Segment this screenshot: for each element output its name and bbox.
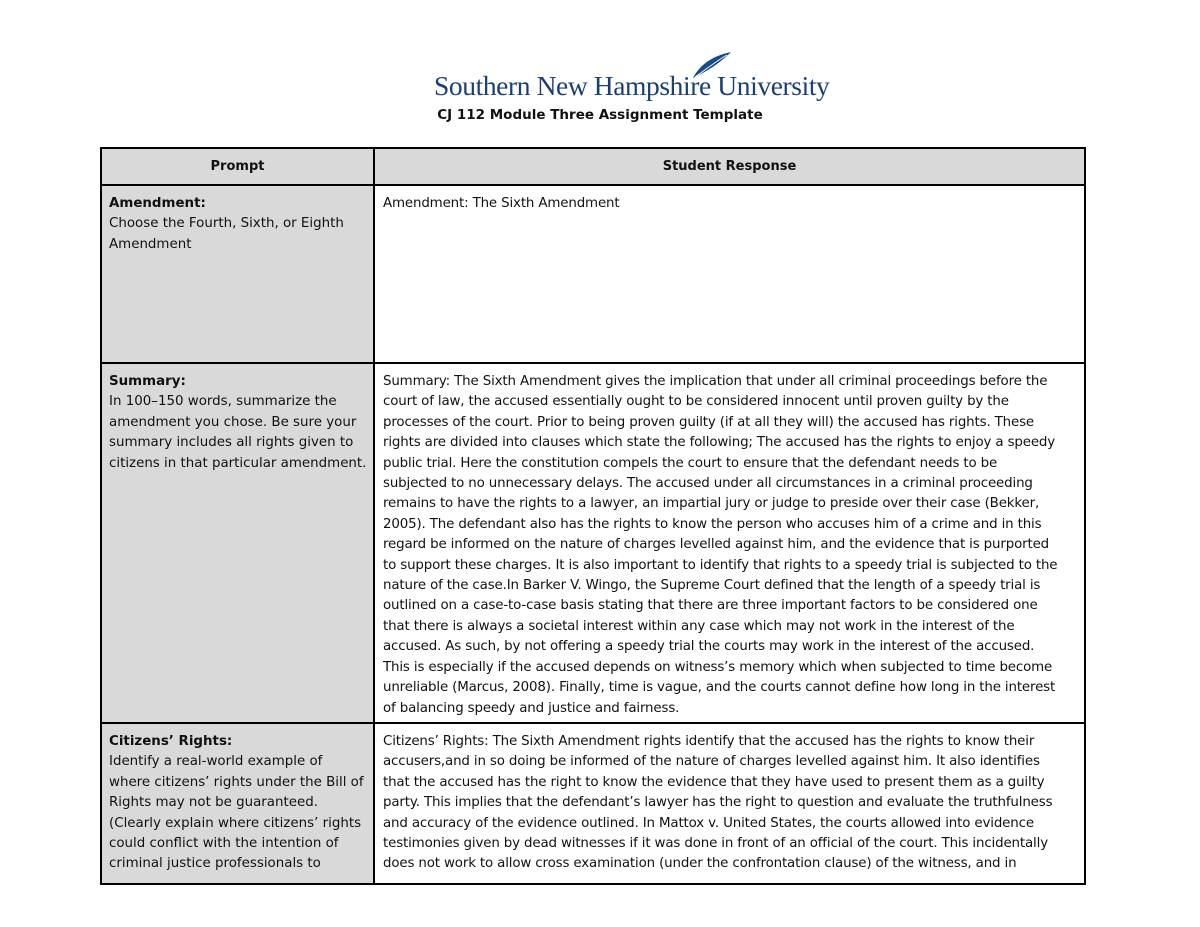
prompt-text <box>102 364 373 474</box>
table-row-amendment <box>101 185 1085 363</box>
response-line: does not work to allow cross examination (under the confrontation clause) of the witness, and in <box>383 856 1017 872</box>
table-row-summary <box>101 363 1085 723</box>
response-line: that there is always a societal interest within any case which may not work in the interest of the <box>383 618 1015 634</box>
response-line: outlined on a case-to-case basis stating that there are three important factors to be considered one <box>383 598 1038 614</box>
column-header-response: Student Response <box>374 148 1085 185</box>
prompt-line: criminal justice professionals to <box>109 856 321 872</box>
response-line: This is especially if the accused depends on witness’s memory which when subjected to time become <box>383 659 1053 675</box>
response-line: and accuracy of the evidence outlined. In Mattox v. United States, the courts allowed into evidence <box>383 815 1034 831</box>
response-text <box>375 724 1084 875</box>
prompt-text <box>102 186 373 255</box>
response-line: of balancing speedy and justice and fairness. <box>383 700 680 716</box>
assignment-table <box>100 147 1086 885</box>
prompt-cell <box>101 185 374 363</box>
prompt-line: (Clearly explain where citizens’ rights <box>109 815 362 831</box>
table-row-citizens-rights <box>101 723 1085 884</box>
response-line: accused. As such, by not offering a speedy trial the courts may work in the interest of the accused. <box>383 639 1035 655</box>
document-title: CJ 112 Module Three Assignment Template <box>437 107 763 123</box>
prompt-line: Rights may not be guaranteed. <box>109 795 318 811</box>
response-line: regard be informed on the nature of charges levelled against him, and the evidence that is purported <box>383 537 1050 553</box>
response-text <box>375 186 1084 214</box>
response-line: to support these charges. It is also important to identify that rights to a speedy trial is subjected to the <box>383 557 1058 573</box>
prompt-line: Amendment <box>109 236 192 252</box>
prompt-line: Choose the Fourth, Sixth, or Eighth <box>109 216 344 232</box>
response-line: nature of the case.In Barker V. Wingo, the Supreme Court defined that the length of a speedy trial is <box>383 578 1041 594</box>
prompt-line: could conflict with the intention of <box>109 836 339 852</box>
prompt-text <box>102 724 373 875</box>
response-line: testimonies given by dead witnesses if it was done in front of an official of the court. This incidentally <box>383 836 1048 852</box>
response-line: remains to have the rights to a lawyer, an impartial jury or judge to preside over their case (Bekker, <box>383 496 1040 512</box>
response-cell <box>374 185 1085 363</box>
prompt-line: summary includes all rights given to <box>109 435 354 451</box>
response-line: Summary: The Sixth Amendment gives the implication that under all criminal proceedings before the <box>383 374 1048 389</box>
prompt-line: where citizens’ rights under the Bill of <box>109 774 364 790</box>
response-line: processes of the court. Prior to being proven guilty (if at all they will) the accused has rights. These <box>383 414 1035 430</box>
response-line: party. This implies that the defendant’s lawyer has the right to question and evaluate the truthfulness <box>383 795 1053 811</box>
response-text <box>375 364 1084 719</box>
prompt-title: Citizens’ Rights: <box>109 734 233 749</box>
response-cell <box>374 363 1085 723</box>
prompt-line: citizens in that particular amendment. <box>109 455 367 471</box>
response-line: accusers,and in so doing be informed of the nature of charges levelled against him. It also identifies <box>383 754 1040 770</box>
prompt-title: Amendment: <box>109 196 206 211</box>
response-line: unreliable (Marcus, 2008). Finally, time is vague, and the courts cannot define how long in the interest <box>383 680 1056 696</box>
response-line: Citizens’ Rights: The Sixth Amendment rights identify that the accused has the rights to know their <box>383 734 1035 749</box>
response-line: public trial. Here the constitution compels the court to ensure that the defendant needs to be <box>383 455 998 471</box>
prompt-cell <box>101 363 374 723</box>
university-name: Southern New Hampshire University <box>434 70 830 101</box>
response-cell <box>374 723 1085 884</box>
prompt-line: amendment you chose. Be sure your <box>109 414 357 430</box>
response-line: court of law, the accused essentially ought to be considered innocent until proven guilty by the <box>383 394 1009 410</box>
prompt-line: Identify a real-world example of <box>109 754 323 770</box>
prompt-line: In 100–150 words, summarize the <box>109 394 337 410</box>
column-header-prompt: Prompt <box>101 148 374 185</box>
response-line: subjected to no unnecessary delays. The accused under all circumstances in a criminal proceeding <box>383 476 1033 492</box>
response-line: that the accused has the right to know the evidence that they have used to present them as a guilty <box>383 774 1045 790</box>
university-logo <box>434 50 830 106</box>
response-line: rights are divided into clauses which state the following; The accused has the rights to enjoy a speedy <box>383 435 1056 451</box>
prompt-title: Summary: <box>109 374 186 389</box>
response-line: 2005). The defendant also has the rights to know the person who accuses him of a crime and in this <box>383 516 1042 532</box>
prompt-cell <box>101 723 374 884</box>
response-line: Amendment: The Sixth Amendment <box>383 196 620 211</box>
table-header-row <box>101 148 1085 185</box>
